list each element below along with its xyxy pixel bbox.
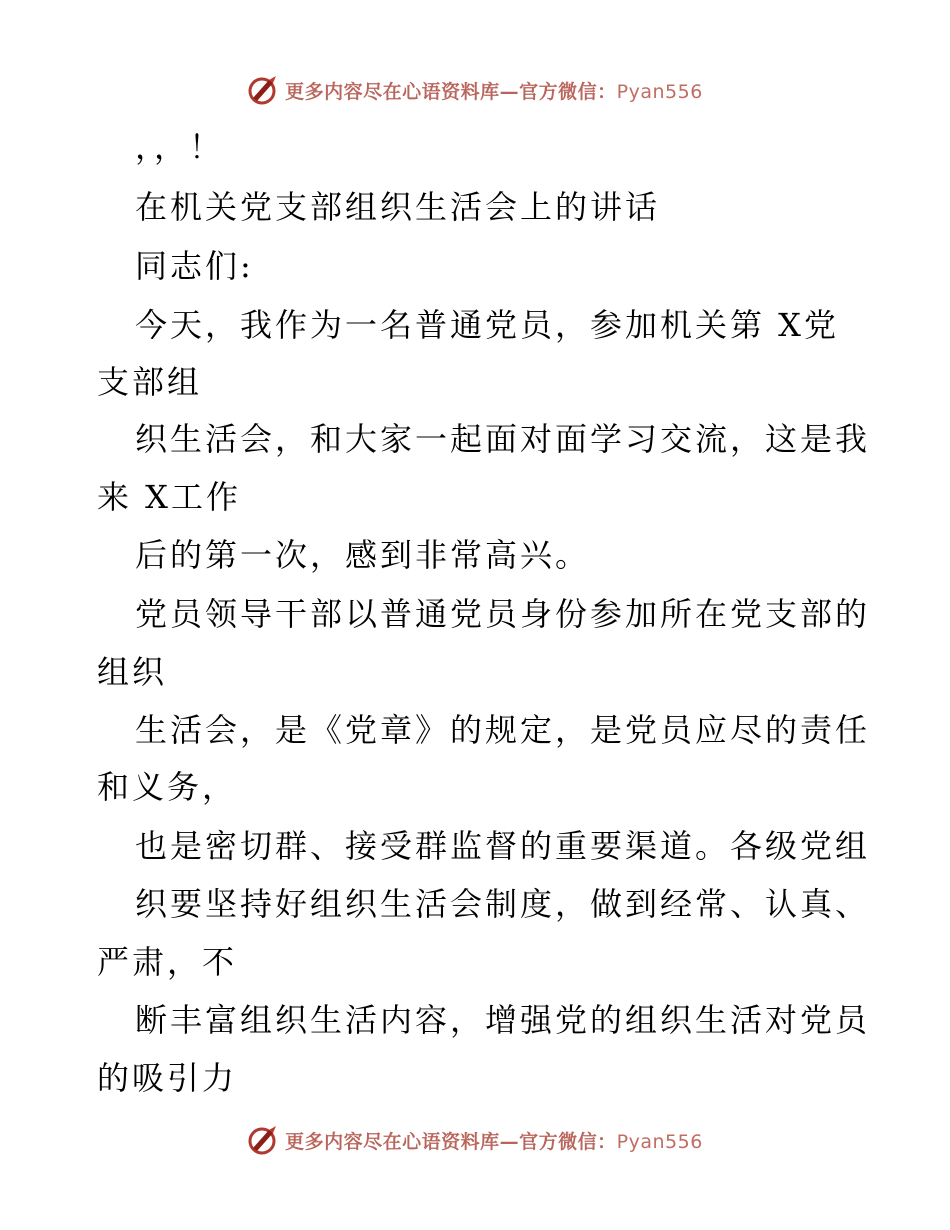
body-line: 织生活会，和大家一起面对面学习交流，这是我 bbox=[135, 420, 871, 458]
body-line: 生活会，是《党章》的规定，是党员应尽的责任 bbox=[135, 711, 871, 749]
body-line: 的吸引力 bbox=[97, 1059, 238, 1097]
body-line: 支部组 bbox=[97, 363, 203, 401]
body-line: 断丰富组织生活内容，增强党的组织生活对党员 bbox=[135, 1001, 871, 1039]
header-watermark-banner bbox=[0, 70, 950, 110]
body-line: 组织 bbox=[97, 653, 168, 691]
body-line: 织要坚持好组织生活会制度，做到经常、认真、 bbox=[135, 885, 871, 923]
body-line: 也是密切群、接受群监督的重要渠道。各级党组 bbox=[135, 827, 871, 865]
body-line: ，，！ bbox=[135, 128, 225, 166]
header-banner-text: 更多内容尽在心语资料库—官方微信：Pyan556 bbox=[285, 80, 703, 103]
body-line: 和义务， bbox=[97, 768, 238, 806]
footer-banner-id: Pyan556 bbox=[616, 1130, 703, 1153]
body-line: 后的第一次，感到非常高兴。 bbox=[135, 536, 591, 574]
body-line: 严肃，不 bbox=[97, 943, 238, 981]
salutation: 同志们: bbox=[135, 247, 254, 285]
quill-logo-icon bbox=[247, 74, 279, 106]
footer-banner-text: 更多内容尽在心语资料库—官方微信：Pyan556 bbox=[285, 1130, 703, 1153]
body-line: 党员领导干部以普通党员身份参加所在党支部的 bbox=[135, 595, 871, 633]
footer-watermark-banner bbox=[0, 1120, 950, 1160]
body-line: 今天，我作为一名普通党员，参加机关第 X党 bbox=[135, 306, 839, 344]
header-banner-id: Pyan556 bbox=[616, 80, 703, 103]
quill-logo-icon bbox=[247, 1124, 279, 1156]
document-title: 在机关党支部组织生活会上的讲话 bbox=[135, 188, 661, 226]
body-line: 来 X工作 bbox=[97, 478, 241, 516]
